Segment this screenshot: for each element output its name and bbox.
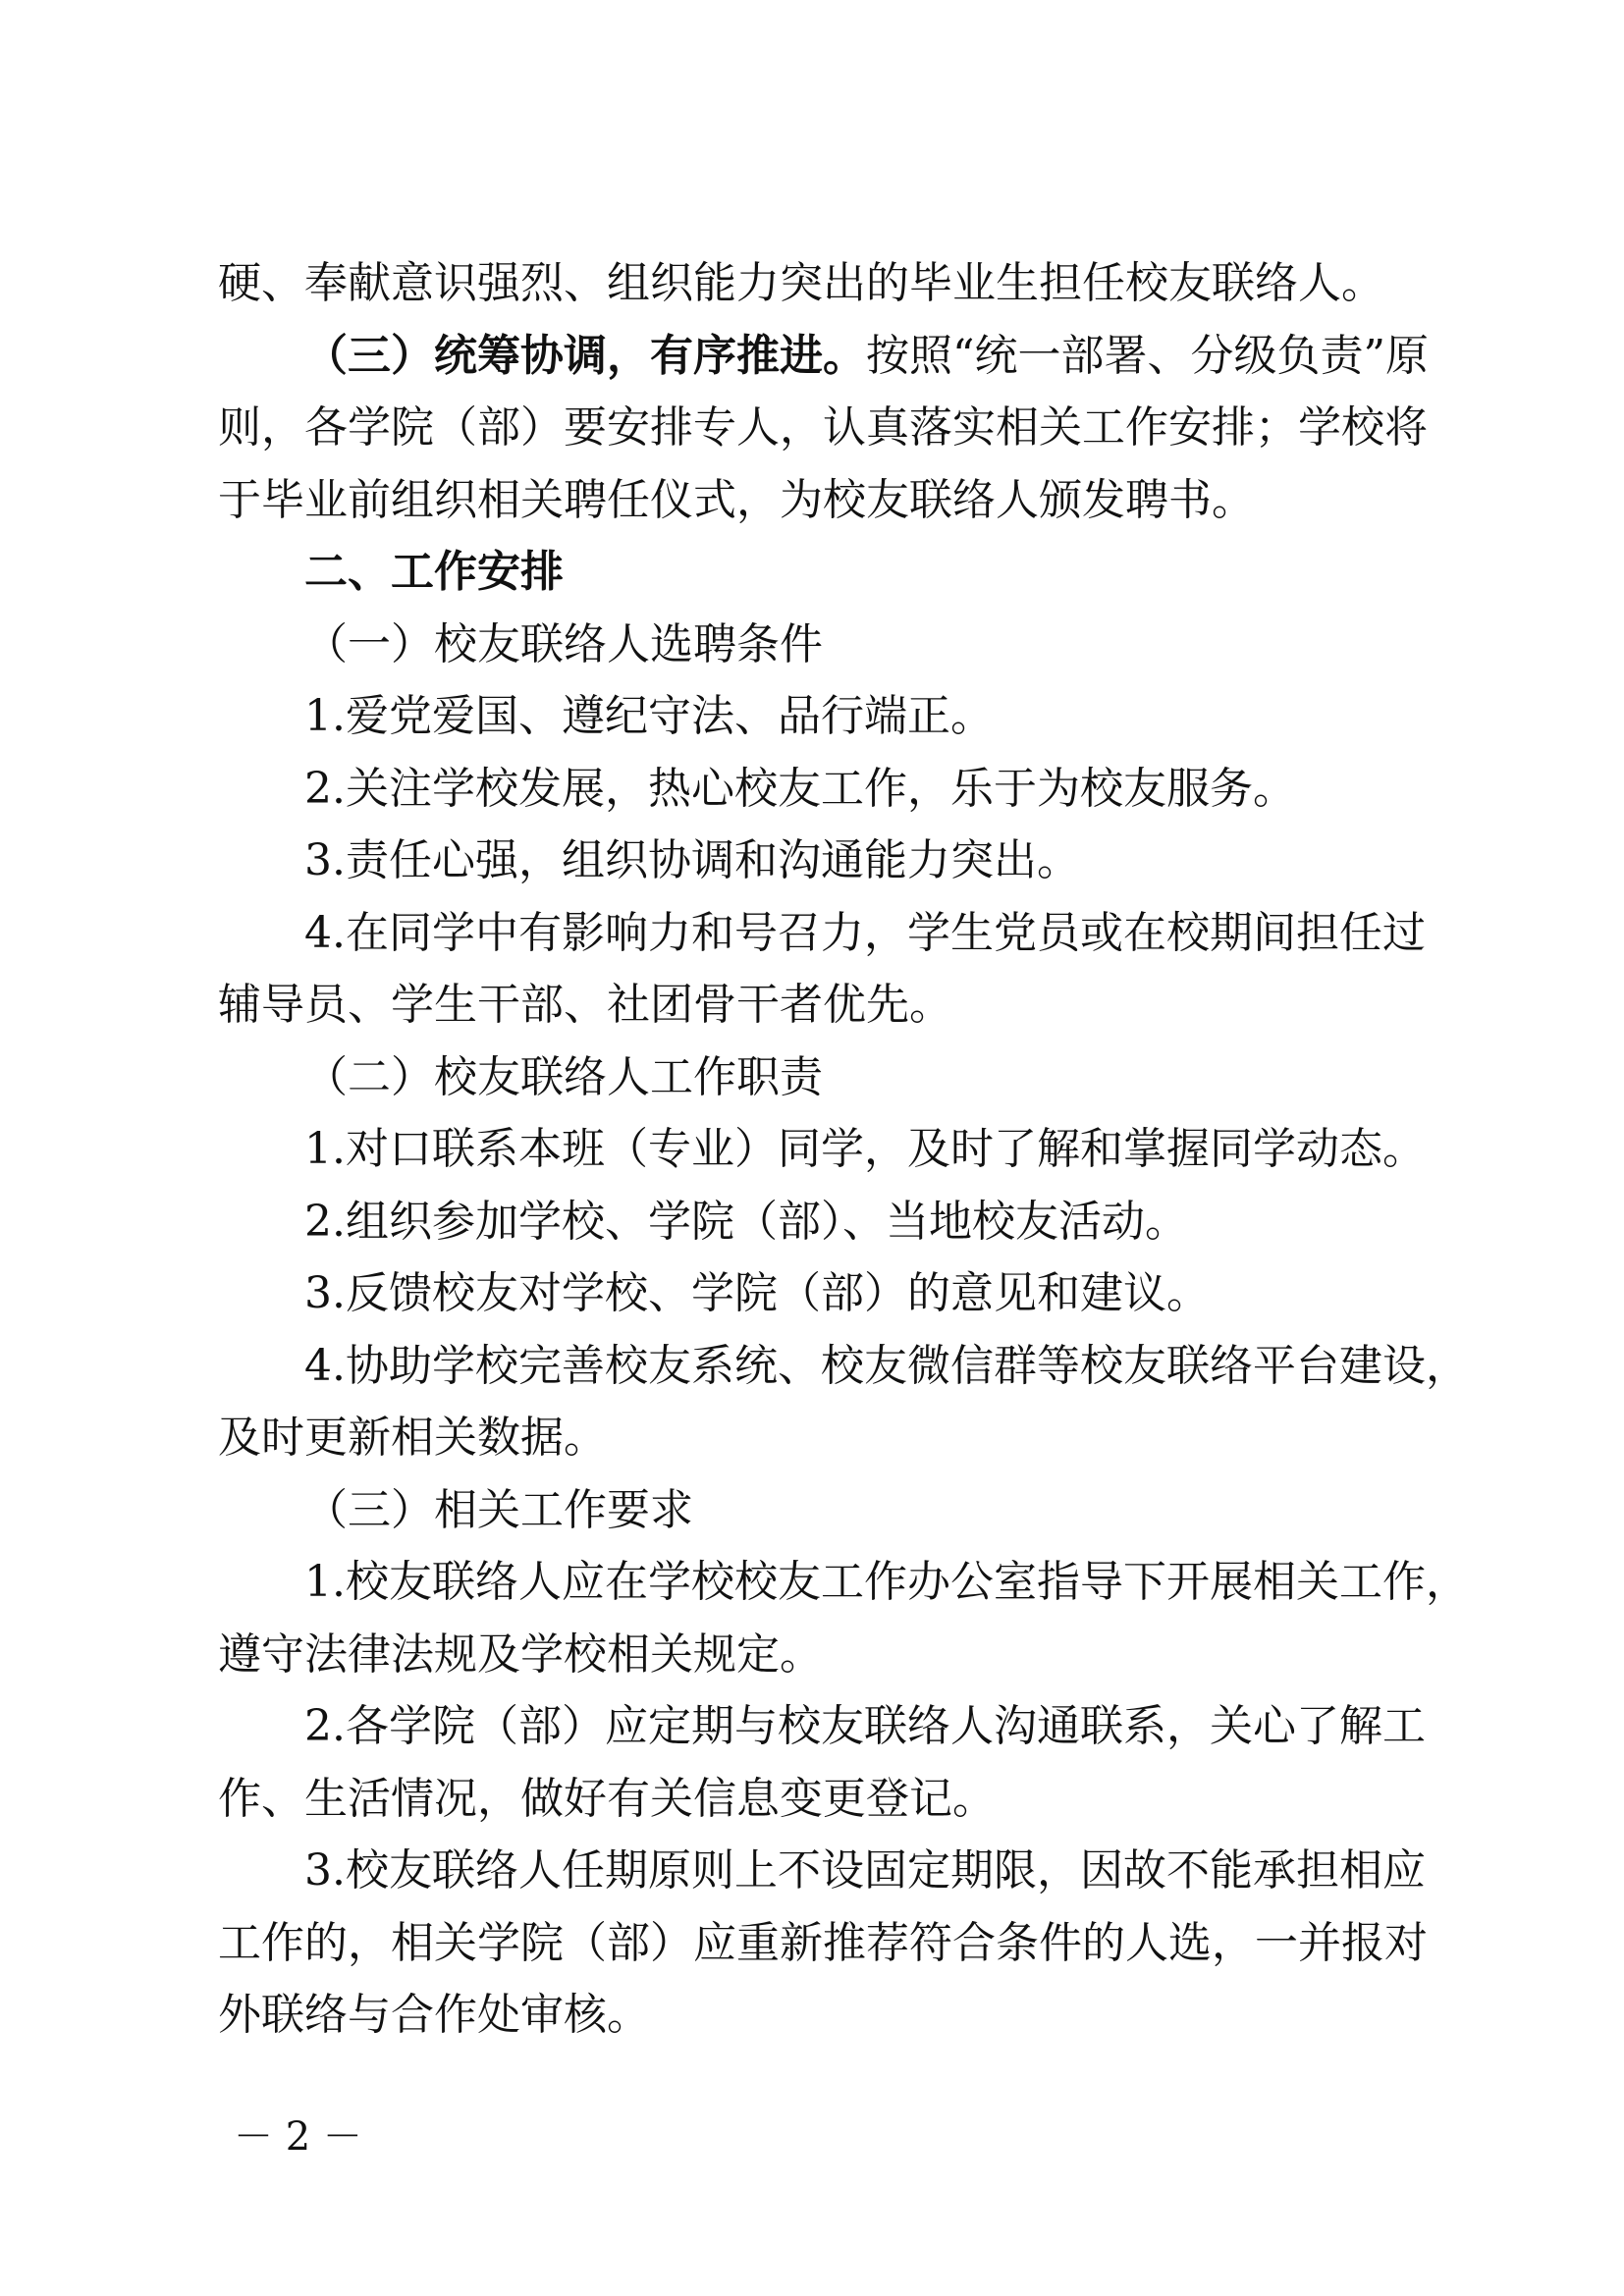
list-item: 4.在同学中有影响力和号召力，学生党员或在校期间担任过 xyxy=(304,907,1426,958)
subsection-heading: （一）校友联络人选聘条件 xyxy=(304,618,823,669)
body-line: 硬、奉献意识强烈、组织能力突出的毕业生担任校友联络人。 xyxy=(218,258,1384,308)
body-line: 作、生活情况，做好有关信息变更登记。 xyxy=(218,1773,996,1824)
subsection-heading: （三）相关工作要求 xyxy=(304,1484,693,1535)
list-item: 2.各学院（部）应定期与校友联络人沟通联系，关心了解工 xyxy=(304,1701,1426,1751)
list-item: 4.协助学校完善校友系统、校友微信群等校友联络平台建设， xyxy=(304,1340,1469,1391)
body-line: 遵守法律法规及学校相关规定。 xyxy=(218,1629,823,1680)
list-item: 1.对口联系本班（专业）同学，及时了解和掌握同学动态。 xyxy=(304,1124,1426,1174)
subsection-heading: （二）校友联络人工作职责 xyxy=(304,1051,823,1102)
list-item: 3.责任心强，组织协调和沟通能力突出。 xyxy=(304,835,1080,885)
document-body xyxy=(218,247,1469,2052)
list-item: 3.反馈校友对学校、学院（部）的意见和建议。 xyxy=(304,1268,1210,1318)
body-line: 于毕业前组织相关聘任仪式，为校友联络人颁发聘书。 xyxy=(218,474,1255,525)
body-line: 工作的，相关学院（部）应重新推荐符合条件的人选，一并报对 xyxy=(218,1917,1428,1968)
bold-phrase: （三）统筹协调，有序推进。 xyxy=(304,330,866,381)
list-item: 1.爱党爱国、遵纪守法、品行端正。 xyxy=(304,691,994,741)
body-line: 及时更新相关数据。 xyxy=(218,1413,607,1463)
list-item: 2.关注学校发展，热心校友工作，乐于为校友服务。 xyxy=(304,763,1296,814)
list-item: 1.校友联络人应在学校校友工作办公室指导下开展相关工作， xyxy=(304,1557,1469,1607)
page-number: － 2 － xyxy=(234,2114,362,2160)
list-item: 2.组织参加学校、学院（部）、当地校友活动。 xyxy=(304,1196,1188,1247)
body-line xyxy=(218,320,1435,393)
body-line: 外联络与合作处审核。 xyxy=(218,1990,650,2040)
section-heading: 二、工作安排 xyxy=(304,547,564,597)
body-line: 辅导员、学生干部、社团骨干者优先。 xyxy=(218,980,952,1030)
body-line: 则，各学院（部）要安排专人，认真落实相关工作安排；学校将 xyxy=(218,402,1428,453)
list-item: 3.校友联络人任期原则上不设固定期限，因故不能承担相应 xyxy=(304,1845,1426,1896)
body-phrase: 按照“统一部署、分级负责”原 xyxy=(866,330,1429,381)
